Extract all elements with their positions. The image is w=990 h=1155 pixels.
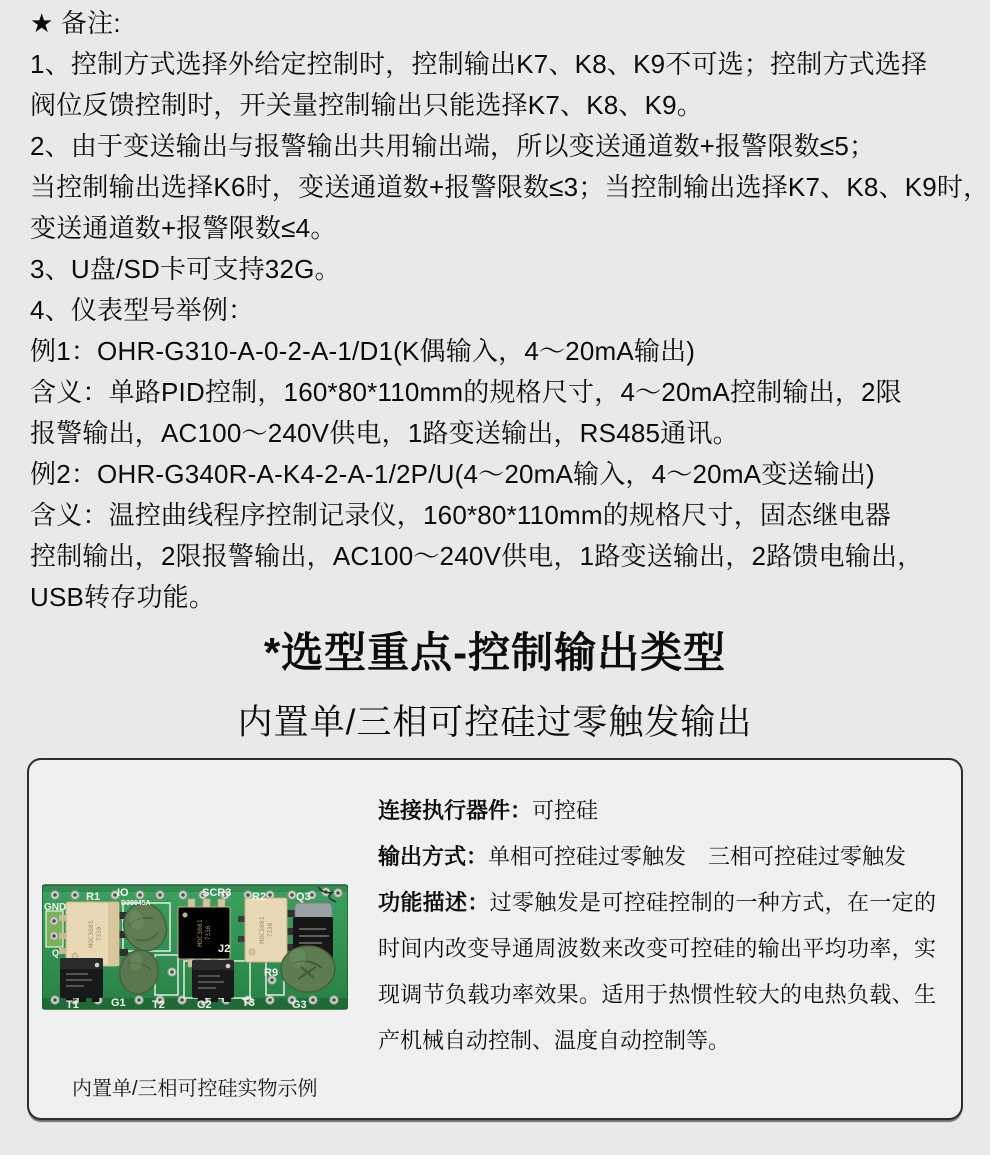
- section-subheading: 内置单/三相可控硅过零触发输出: [237, 703, 753, 742]
- pcb-photo: [42, 884, 348, 1011]
- note-line: 3、U盘/SD卡可支持32G。: [30, 254, 341, 284]
- label-io: IO: [117, 887, 129, 899]
- note-line: 变送通道数+报警限数≤4。: [30, 213, 337, 243]
- triac-2: [192, 960, 234, 1002]
- field-description: [378, 880, 936, 1064]
- pcb-photo-caption: 内置单/三相可控硅实物示例: [72, 1078, 318, 1100]
- field-output-mode-value: 单相可控硅过零触发 三相可控硅过零触发: [488, 844, 907, 869]
- note-line: 当控制输出选择K6时，变送通道数+报警限数≤3；当控制输出选择K7、K8、K9时，: [30, 172, 990, 202]
- label-t2: T2: [152, 999, 165, 1011]
- pcb-board-illustration: [42, 884, 348, 1011]
- label-j2: J2: [218, 943, 231, 955]
- note-line: 含义：单路PID控制，160*80*110mm的规格尺寸，4～20mA控制输出，2限: [30, 377, 902, 407]
- notes-lines: [30, 44, 990, 618]
- chip-label: MOC3081: [196, 919, 204, 947]
- field-description-label: 功能描述：: [378, 890, 490, 915]
- note-line: 控制输出，2限报警输出，AC100～240V供电，1路变送输出，2路馈电输出，: [30, 541, 924, 571]
- note-line: 例2：OHR-G340R-A-K4-2-A-1/2P/U(4～20mA输入，4～20mA变送输出): [30, 459, 875, 489]
- label-t3: T3: [242, 997, 255, 1009]
- label-g3: G3: [292, 999, 307, 1011]
- note-line: 阀位反馈控制时，开关量控制输出只能选择K7、K8、K9。: [30, 90, 704, 120]
- note-line: 含义：温控曲线程序控制记录仪，160*80*110mm的规格尺寸，固态继电器: [30, 500, 891, 530]
- panel-text-column: [378, 788, 936, 1064]
- section-heading: *选型重点-控制输出类型: [263, 629, 727, 676]
- notes-block: [30, 3, 990, 618]
- label-scr3: SCR3: [202, 887, 232, 899]
- label-r9: R9: [264, 967, 279, 979]
- optocoupler-1: [59, 902, 128, 966]
- label-q1: Q: [52, 948, 60, 958]
- chip-code: 7330: [267, 922, 274, 938]
- note-line: 4、仪表型号举例：: [30, 295, 255, 325]
- chip-label: MOC3081: [87, 920, 95, 948]
- label-t1: T1: [66, 999, 79, 1011]
- chip-code: 7330: [205, 925, 212, 941]
- label-g2: G2: [197, 999, 212, 1011]
- note-line: 1、控制方式选择外给定控制时，控制输出K7、K8、K9不可选；控制方式选择: [30, 49, 928, 79]
- field-actuator: [378, 788, 936, 834]
- label-gnd: GND: [44, 902, 67, 913]
- label-q3: Q3: [296, 891, 311, 903]
- thyristor-output-panel: [27, 758, 963, 1120]
- label-r2: R2: [252, 891, 267, 903]
- label-r1: R1: [86, 891, 101, 903]
- field-output-mode: [378, 834, 936, 880]
- field-actuator-label: 连接执行器件：: [378, 798, 533, 823]
- optocoupler-3: [238, 898, 296, 962]
- chip-label: MOC3081: [258, 916, 266, 944]
- note-line: 报警输出，AC100～240V供电，1路变送输出，RS485通讯。: [30, 418, 739, 448]
- note-line: 例1：OHR-G310-A-0-2-A-1/D1(K偶输入，4～20mA输出): [30, 336, 696, 366]
- label-code: D39845A: [121, 900, 151, 907]
- field-actuator-value: 可控硅: [532, 798, 599, 823]
- notes-title: ★ 备注:: [30, 8, 121, 38]
- triac-1: [60, 958, 103, 1002]
- label-g1: G1: [111, 997, 126, 1009]
- note-line: USB转存功能。: [30, 582, 216, 612]
- note-line: 2、由于变送输出与报警输出共用输出端，所以变送通道数+报警限数≤5；: [30, 131, 876, 161]
- field-description-value: 过零触发是可控硅控制的一种方式，在一定的时间内改变导通周波数来改变可控硅的输出平均功率，实现调节负载功率效果。适用于热惯性较大的电热负载、生产机械自动控制、温度自动控制等。: [378, 890, 936, 1053]
- optocoupler-2: [178, 899, 230, 967]
- field-output-mode-label: 输出方式：: [378, 844, 489, 869]
- chip-code: 7330: [96, 926, 103, 942]
